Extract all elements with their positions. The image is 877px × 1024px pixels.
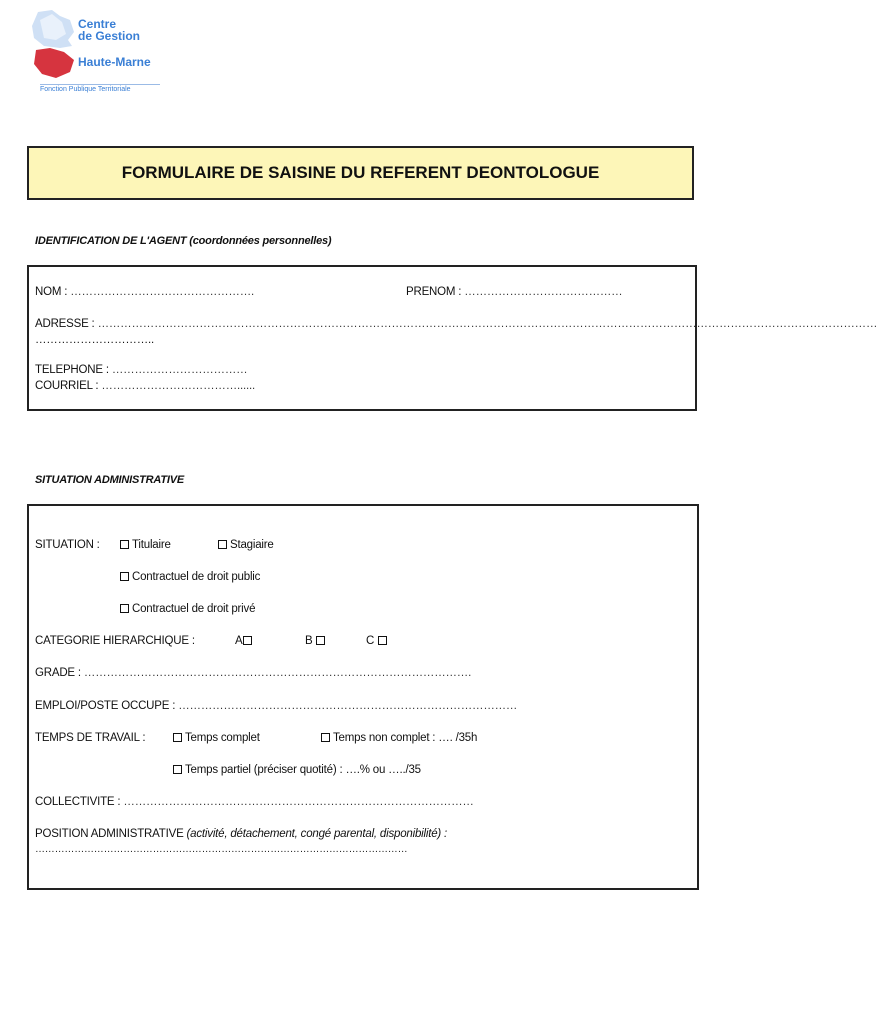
- grade-label: GRADE :: [35, 667, 81, 679]
- nom-label: NOM :: [35, 286, 68, 298]
- contractuel-prive-label: Contractuel de droit privé: [132, 603, 256, 615]
- adresse-label: ADRESSE :: [35, 318, 95, 330]
- position-label: POSITION ADMINISTRATIVE: [35, 828, 184, 840]
- titulaire-label: Titulaire: [132, 539, 171, 551]
- position-dots[interactable]: ……………………………………………………………………………………………………: [35, 844, 408, 855]
- option-categorie-b[interactable]: [305, 635, 325, 647]
- checkbox-contractuel-public[interactable]: [120, 572, 129, 581]
- stagiaire-label: Stagiaire: [230, 539, 274, 551]
- courriel-label: COURRIEL :: [35, 380, 99, 392]
- courriel-dots: ………………………………......: [101, 380, 255, 392]
- checkbox-categorie-b[interactable]: [316, 636, 325, 645]
- collectivite-field[interactable]: [35, 796, 474, 808]
- position-note: (activité, détachement, congé parental, disponibilité) :: [186, 828, 448, 840]
- grade-field[interactable]: [35, 667, 471, 679]
- logo-subtitle: Fonction Publique Territoriale: [40, 84, 160, 93]
- checkbox-temps-partiel[interactable]: [173, 765, 182, 774]
- checkbox-categorie-c[interactable]: [378, 636, 387, 645]
- situation-label: SITUATION :: [35, 539, 100, 551]
- nom-dots: ………………………………………….: [70, 286, 255, 298]
- option-categorie-a[interactable]: [235, 635, 252, 647]
- prenom-field[interactable]: [406, 286, 622, 298]
- option-contractuel-prive[interactable]: [120, 603, 255, 615]
- identification-box: [27, 265, 877, 411]
- section-identification-note: (coordonnées personnelles): [189, 235, 332, 247]
- cat-b-label: B: [305, 635, 313, 647]
- grade-dots: ………………………………………………………………………………………….: [83, 667, 472, 679]
- haute-marne-map-icon: [30, 10, 80, 80]
- emploi-field[interactable]: [35, 700, 517, 712]
- contractuel-public-label: Contractuel de droit public: [132, 571, 261, 583]
- telephone-dots: ………………………………: [111, 364, 248, 376]
- prenom-dots: ……………………………………: [464, 286, 623, 298]
- form-title: FORMULAIRE DE SAISINE DU REFERENT DEONTOLOGUE: [27, 146, 694, 200]
- adresse-dots: ………………………………………………………………………………………………………………………………………………………………………………………: [97, 318, 877, 330]
- option-titulaire[interactable]: [120, 539, 171, 551]
- telephone-label: TELEPHONE :: [35, 364, 109, 376]
- section-identification-heading: [35, 235, 331, 247]
- cat-c-label: C: [366, 635, 375, 647]
- option-temps-complet[interactable]: [173, 732, 260, 744]
- collectivite-label: COLLECTIVITE :: [35, 796, 121, 808]
- option-temps-non-complet[interactable]: [321, 732, 477, 744]
- cat-a-label: A: [235, 635, 243, 647]
- courriel-field[interactable]: [35, 380, 255, 392]
- categorie-label: CATEGORIE HIERARCHIQUE :: [35, 635, 195, 647]
- logo-text-de-gestion: de Gestion: [78, 29, 141, 43]
- section-identification-title: IDENTIFICATION DE L'AGENT: [35, 235, 187, 247]
- option-contractuel-public[interactable]: [120, 571, 260, 583]
- option-categorie-c[interactable]: [366, 635, 387, 647]
- checkbox-temps-complet[interactable]: [173, 733, 182, 742]
- emploi-label: EMPLOI/POSTE OCCUPE :: [35, 700, 176, 712]
- option-stagiaire[interactable]: [218, 539, 274, 551]
- checkbox-categorie-a[interactable]: [243, 636, 252, 645]
- checkbox-contractuel-prive[interactable]: [120, 604, 129, 613]
- checkbox-temps-non-complet[interactable]: [321, 733, 330, 742]
- nom-field[interactable]: [35, 286, 254, 298]
- logo: [30, 10, 170, 98]
- section-situation-heading: SITUATION ADMINISTRATIVE: [35, 474, 184, 486]
- checkbox-stagiaire[interactable]: [218, 540, 227, 549]
- situation-box: [27, 504, 699, 890]
- temps-non-complet-label: Temps non complet : …. /35h: [333, 732, 478, 744]
- temps-label: TEMPS DE TRAVAIL :: [35, 732, 146, 744]
- adresse-field[interactable]: [35, 318, 877, 330]
- logo-text-centre: Centre: [78, 17, 117, 31]
- emploi-dots: ………………………………………………………………………………: [178, 700, 518, 712]
- temps-partiel-label: Temps partiel (préciser quotité) : ….% ou …../35: [185, 764, 421, 776]
- adresse-dots-line2[interactable]: …………………………..: [35, 334, 154, 346]
- option-temps-partiel[interactable]: [173, 764, 421, 776]
- telephone-field[interactable]: [35, 364, 247, 376]
- collectivite-dots: …………………………………………………………………………………: [123, 796, 474, 808]
- logo-text-haute-marne: Haute-Marne: [78, 55, 151, 69]
- temps-complet-label: Temps complet: [185, 732, 260, 744]
- position-field[interactable]: [35, 828, 447, 840]
- checkbox-titulaire[interactable]: [120, 540, 129, 549]
- prenom-label: PRENOM :: [406, 286, 462, 298]
